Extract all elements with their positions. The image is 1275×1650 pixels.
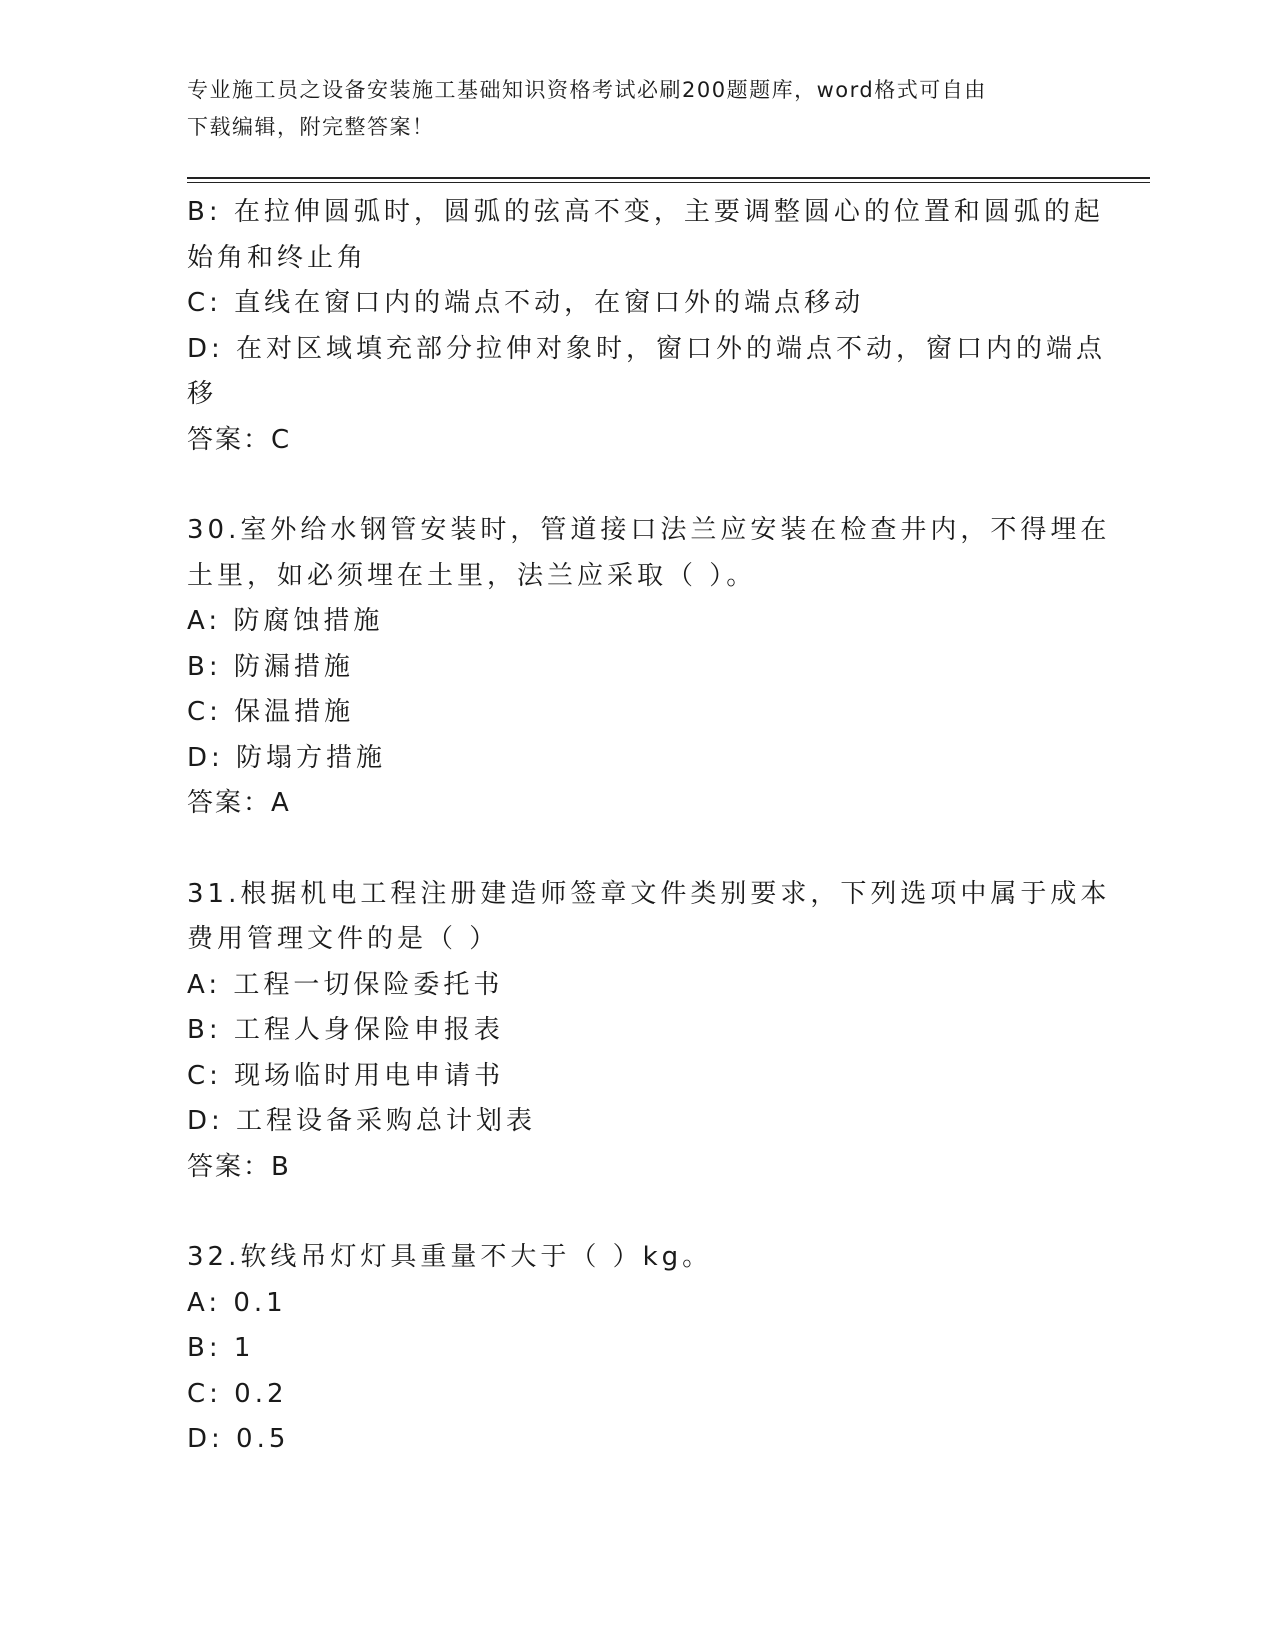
document-body — [187, 190, 1111, 1463]
option-d-line-1: D: 在对区域填充部分拉伸对象时，窗口外的端点不动，窗口内的端点 — [187, 333, 1107, 364]
question-31-stem-line-2: 费用管理文件的是（ ） — [187, 924, 500, 954]
header-line-2: 下载编辑，附完整答案！ — [187, 115, 435, 139]
question-32-option-a: A: 0.1 — [187, 1287, 287, 1318]
header-rule-thick — [187, 177, 1150, 179]
question-31-option-d: D: 工程设备采购总计划表 — [187, 1106, 537, 1136]
question-30-stem-line-2: 土里，如必须埋在土里，法兰应采取（ ）。 — [187, 560, 757, 591]
header-line-1: 专业施工员之设备安装施工基础知识资格考试必刷200题题库，word格式可自由 — [187, 78, 987, 102]
option-c: C: 直线在窗口内的端点不动，在窗口外的端点移动 — [187, 288, 865, 318]
answer: 答案：C — [187, 424, 292, 455]
question-31-option-c: C: 现场临时用电申请书 — [187, 1060, 505, 1091]
question-31-option-a: A: 工程一切保险委托书 — [187, 969, 504, 1000]
question-30-option-a: A: 防腐蚀措施 — [187, 606, 384, 636]
question-30-option-c: C: 保温措施 — [187, 697, 355, 727]
spacer — [187, 463, 1077, 508]
spacer — [187, 827, 1077, 872]
question-31-stem-line-1: 31.根据机电工程注册建造师签章文件类别要求，下列选项中属于成本 — [187, 878, 1111, 909]
spacer — [187, 1190, 1077, 1235]
header-rule-thin — [187, 182, 1150, 183]
document-header — [187, 72, 1077, 146]
question-30-option-d: D: 防塌方措施 — [187, 742, 387, 773]
question-32-option-c: C: 0.2 — [187, 1378, 288, 1409]
option-b-line-2: 始角和终止角 — [187, 242, 368, 273]
question-32-option-d: D: 0.5 — [187, 1424, 290, 1454]
question-32-option-b: B: 1 — [187, 1333, 255, 1363]
question-30-stem-line-1: 30.室外给水钢管安装时，管道接口法兰应安装在检查井内，不得埋在 — [187, 515, 1111, 545]
option-b-line-1: B: 在拉伸圆弧时，圆弧的弦高不变，主要调整圆心的位置和圆弧的起 — [187, 197, 1104, 227]
question-32-stem: 32.软线吊灯灯具重量不大于（ ）kg。 — [187, 1242, 713, 1272]
question-31-answer: 答案：B — [187, 1151, 291, 1182]
question-30-option-b: B: 防漏措施 — [187, 651, 354, 682]
question-31-option-b: B: 工程人身保险申报表 — [187, 1015, 504, 1045]
question-30-answer: 答案：A — [187, 788, 291, 818]
option-d-line-2: 移 — [187, 379, 218, 409]
